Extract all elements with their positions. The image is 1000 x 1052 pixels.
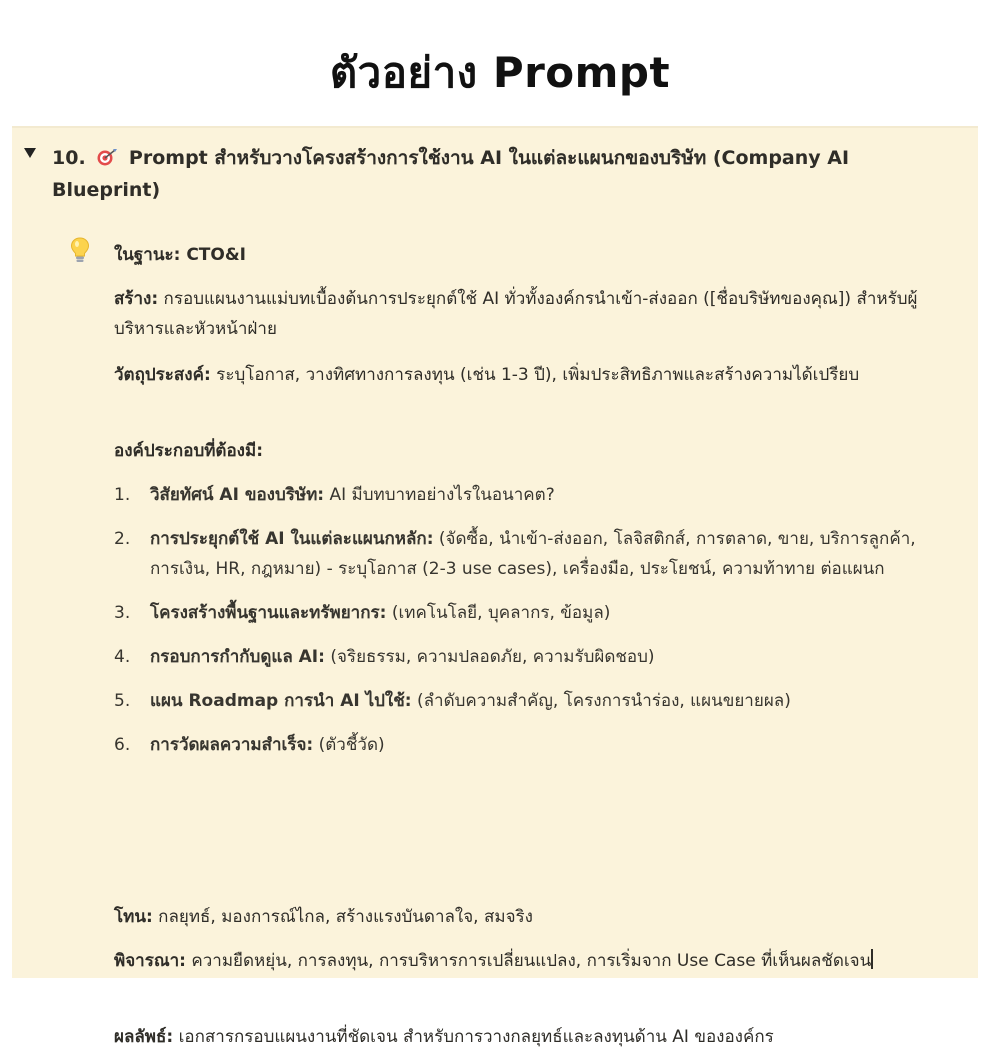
result-label: ผลลัพธ์: xyxy=(114,1027,174,1047)
tone-text: กลยุทธ์, มองการณ์ไกล, สร้างแรงบันดาลใจ, สมจริง xyxy=(152,907,533,927)
toggle-block xyxy=(12,126,978,1047)
tone-paragraph xyxy=(114,902,944,932)
components-label: องค์ประกอบที่ต้องมี: xyxy=(114,441,263,461)
list-item-text: (ตัวชี้วัด) xyxy=(313,735,385,755)
list-item-label: การประยุกต์ใช้ AI ในแต่ละแผนกหลัก: xyxy=(150,529,434,549)
list-item-text: (เทคโนโลยี, บุคลากร, ข้อมูล) xyxy=(386,603,611,623)
create-label: สร้าง: xyxy=(114,289,159,309)
toggle-number: 10. xyxy=(52,147,86,169)
list-item-number: 1. xyxy=(114,485,131,505)
toggle-title-text: Prompt สำหรับวางโครงสร้างการใช้งาน AI ในแต่ละแผนกของบริษัท (Company AI Blueprint) xyxy=(52,147,850,201)
list-item-text: (จริยธรรม, ความปลอดภัย, ความรับผิดชอบ) xyxy=(324,647,655,667)
list-item-number: 6. xyxy=(114,735,131,755)
text-cursor xyxy=(871,949,873,969)
considerations-paragraph[interactable] xyxy=(114,946,944,976)
components-list xyxy=(114,480,944,774)
list-item-label: วิสัยทัศน์ AI ของบริษัท: xyxy=(150,485,325,505)
list-item-label: โครงสร้างพื้นฐานและทรัพยากร: xyxy=(150,603,387,623)
dart-target-icon xyxy=(96,148,118,166)
list-item-label: แผน Roadmap การนำ AI ไปใช้: xyxy=(150,691,412,711)
role-line xyxy=(114,240,944,270)
list-item xyxy=(114,642,944,672)
list-item xyxy=(114,524,944,584)
list-item-number: 5. xyxy=(114,691,131,711)
page-title: ตัวอย่าง Prompt xyxy=(329,48,671,97)
components-heading xyxy=(114,436,944,466)
objective-label: วัตถุประสงค์: xyxy=(114,365,211,385)
list-item xyxy=(114,730,944,760)
list-item xyxy=(114,686,944,716)
list-item xyxy=(114,598,944,628)
list-item-number: 3. xyxy=(114,603,131,623)
list-item-number: 4. xyxy=(114,647,131,667)
list-item-label: กรอบการกำกับดูแล AI: xyxy=(150,647,325,667)
result-paragraph xyxy=(114,1022,944,1052)
list-item-text: (จัดซื้อ, นำเข้า-ส่งออก, โลจิสติกส์, การตลาด, ขาย, บริการลูกค้า, การเงิน, HR, กฎหมาย) - ระบุโอกาส (2-3 use cases), เครื่องมือ, ประโยชน์, ความท้าทาย ต่อแผนก xyxy=(150,529,916,579)
considerations-label: พิจารณา: xyxy=(114,951,186,971)
considerations-text[interactable]: ความยืดหยุ่น, การลงทุน, การบริหารการเปลี่ยนแปลง, การเริ่มจาก Use Case ที่เห็นผลชัดเจน xyxy=(185,951,872,971)
toggle-title[interactable] xyxy=(52,142,932,206)
tone-label: โทน: xyxy=(114,907,153,927)
result-text: เอกสารกรอบแผนงานที่ชัดเจน สำหรับการวางกลยุทธ์และลงทุนด้าน AI ขององค์กร xyxy=(173,1027,774,1047)
list-item xyxy=(114,480,944,510)
role-label: ในฐานะ: CTO&I xyxy=(114,245,246,265)
list-item-text: AI มีบทบาทอย่างไรในอนาคต? xyxy=(324,485,555,505)
objective-paragraph xyxy=(114,360,944,390)
create-text: กรอบแผนงานแม่บทเบื้องต้นการประยุกต์ใช้ AI ทั่วทั้งองค์กรนำเข้า-ส่งออก ([ชื่อบริษัทของคุณ]) สำหรับผู้บริหารและหัวหน้าฝ่าย xyxy=(114,289,918,339)
list-item-text: (ลำดับความสำคัญ, โครงการนำร่อง, แผนขยายผล) xyxy=(411,691,791,711)
objective-text: ระบุโอกาส, วางทิศทางการลงทุน (เช่น 1-3 ปี), เพิ่มประสิทธิภาพและสร้างความได้เปรียบ xyxy=(210,365,860,385)
create-paragraph xyxy=(114,284,944,344)
toggle-triangle-icon[interactable] xyxy=(24,148,36,158)
lightbulb-icon xyxy=(68,236,92,264)
list-item-label: การวัดผลความสำเร็จ: xyxy=(150,735,314,755)
list-item-number: 2. xyxy=(114,529,131,549)
